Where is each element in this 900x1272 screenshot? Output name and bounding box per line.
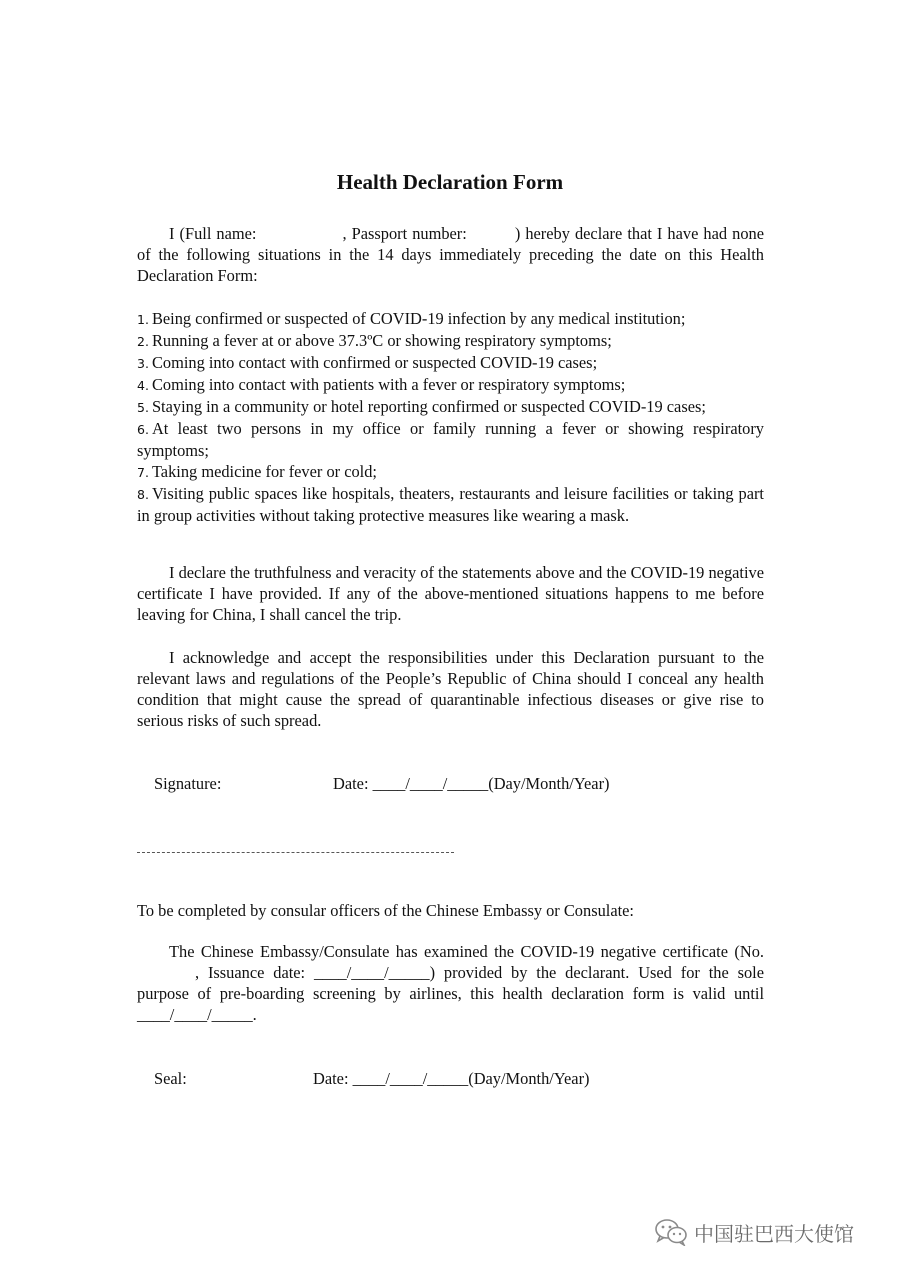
officer-heading: To be completed by consular officers of the Chinese Embassy or Consulate:	[137, 901, 634, 920]
signature-label: Signature:	[154, 774, 222, 793]
item-number: 5.	[137, 400, 149, 415]
intro-paragraph	[137, 223, 764, 286]
signature-date: Date: ____/____/_____(Day/Month/Year)	[333, 774, 610, 793]
item-number: 4.	[137, 378, 149, 393]
list-item	[137, 483, 764, 526]
list-item	[137, 461, 764, 483]
intro-text-3: ) hereby declare that I have had none of the following situations in the 14 days immediately preceding the date on this Health Declaration Form:	[137, 224, 764, 285]
item-number: 7.	[137, 465, 149, 480]
item-text: Running a fever at or above 37.3ºC or showing respiratory symptoms;	[151, 331, 612, 350]
item-text: Being confirmed or suspected of COVID-19 infection by any medical institution;	[151, 309, 686, 328]
list-item	[137, 330, 764, 352]
cut-line-divider	[137, 852, 454, 853]
list-item	[137, 418, 764, 461]
declaration-paragraph: I declare the truthfulness and veracity of the statements above and the COVID-19 negative certificate I have provided. If any of the above-mentioned situations happens to me before leaving for China, I shall cancel the trip.	[137, 563, 764, 624]
situations-list	[137, 308, 764, 526]
list-item	[137, 308, 764, 330]
item-number: 2.	[137, 334, 149, 349]
list-item	[137, 396, 764, 418]
item-text: Visiting public spaces like hospitals, theaters, restaurants and leisure facilities or taking part in group activities without taking protective measures like wearing a mask.	[137, 484, 764, 525]
wechat-icon	[654, 1218, 688, 1246]
officer-text-2: , Issuance date: ____/____/_____) provided by the declarant. Used for the sole purpose of pre-boarding screening by airlines, this health declaration form is valid until ____/____/_____.	[137, 963, 764, 1024]
item-number: 1.	[137, 312, 149, 327]
item-text: Staying in a community or hotel reporting confirmed or suspected COVID-19 cases;	[151, 397, 706, 416]
page-title: Health Declaration Form	[336, 170, 564, 194]
list-item	[137, 374, 764, 396]
item-number: 6.	[137, 422, 149, 437]
item-text: Coming into contact with patients with a fever or respiratory symptoms;	[151, 375, 626, 394]
seal-date: Date: ____/____/_____(Day/Month/Year)	[313, 1069, 590, 1088]
item-number: 3.	[137, 356, 149, 371]
seal-label: Seal:	[154, 1069, 187, 1088]
item-number: 8.	[137, 487, 149, 502]
officer-text-1: The Chinese Embassy/Consulate has examined the COVID-19 negative certificate (No.	[169, 942, 764, 961]
watermark-text: 中国驻巴西大使馆	[694, 1221, 854, 1246]
acknowledgement-paragraph: I acknowledge and accept the responsibilities under this Declaration pursuant to the relevant laws and regulations of the People’s Republic of China should I conceal any health condition that might cause the spread of quarantinable infectious diseases or give rise to serious risks of such spread.	[137, 648, 764, 730]
intro-text-1: I (Full name:	[169, 224, 257, 243]
item-text: Taking medicine for fever or cold;	[151, 462, 377, 481]
intro-text-2: , Passport number:	[342, 224, 467, 243]
embassy-watermark	[654, 1217, 854, 1247]
list-item	[137, 352, 764, 374]
item-text: At least two persons in my office or family running a fever or showing respiratory symptoms;	[137, 419, 764, 460]
item-text: Coming into contact with confirmed or suspected COVID-19 cases;	[151, 353, 598, 372]
officer-paragraph	[137, 941, 764, 1025]
